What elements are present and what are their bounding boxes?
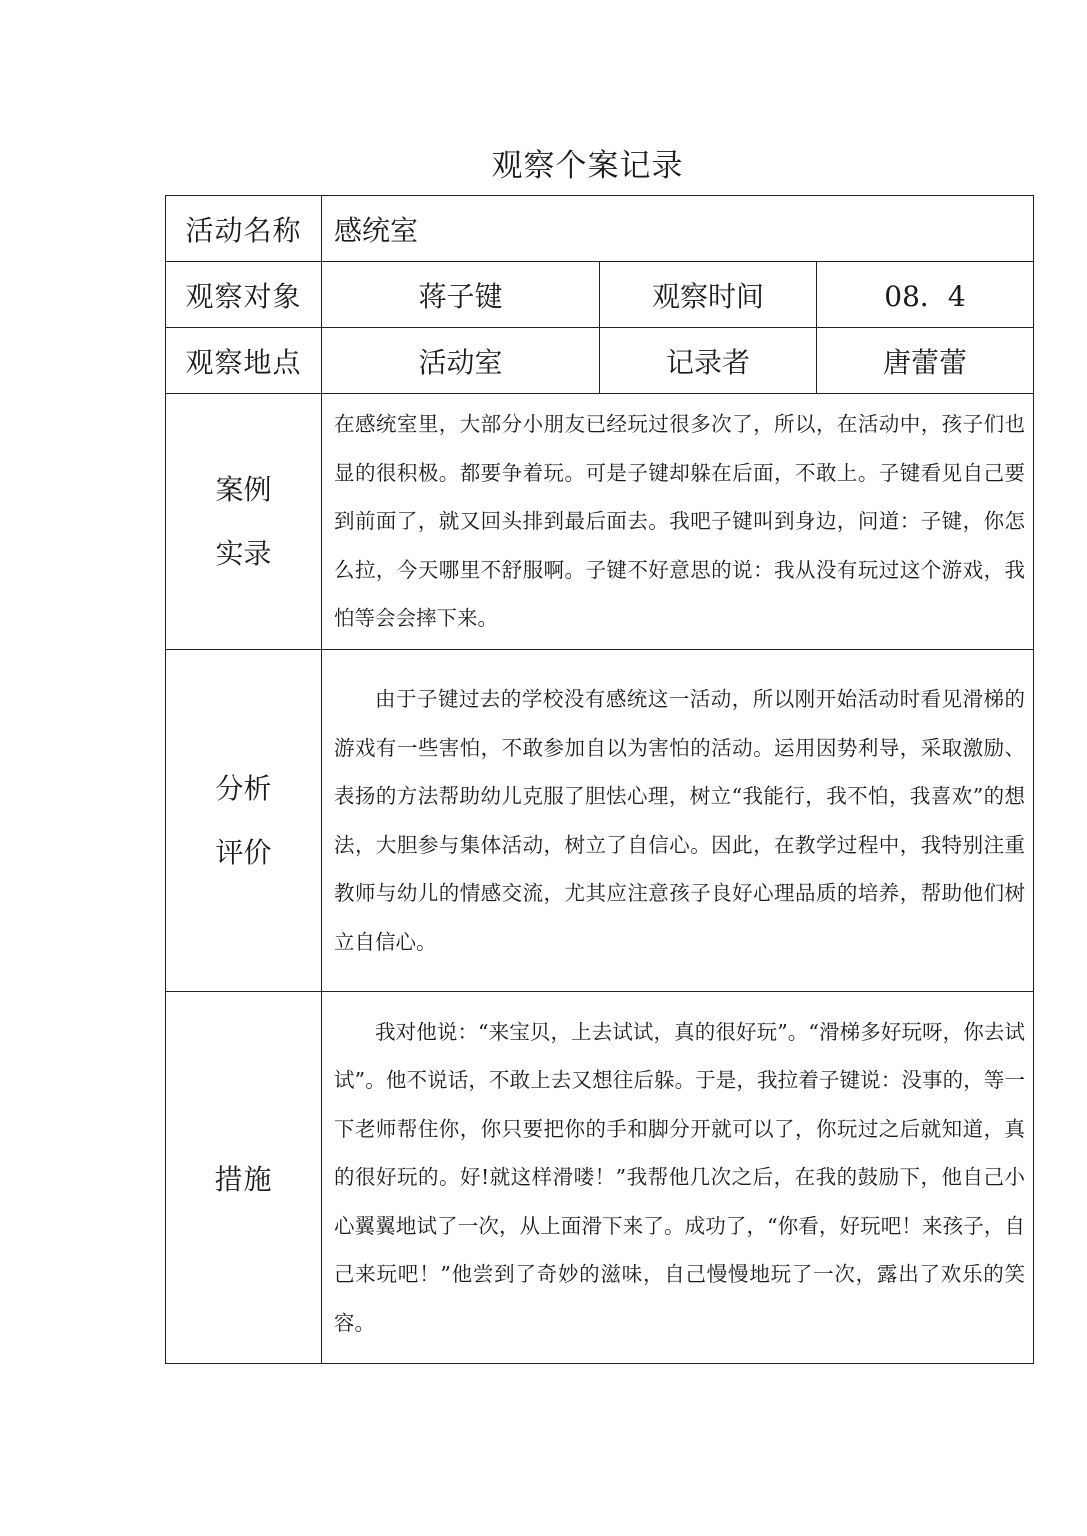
case-text: 在感统室里，大部分小朋友已经玩过很多次了，所以，在活动中，孩子们也显的很积极。都要争着玩。可是子键却躲在后面，不敢上。子键看见自己要到前面了，就又回头排到最后面去。我吧子键叫到身边，问道：子键，你怎么拉，今天哪里不舒服啊。子键不好意思的说：我从没有玩过这个游戏，我怕等会会摔下来。 (334, 412, 1026, 631)
analysis-label-line1: 分析 (215, 771, 272, 805)
time-value: 08．4 (817, 262, 1034, 328)
activity-name-value: 感统室 (322, 196, 1034, 262)
recorder-label: 记录者 (600, 328, 817, 394)
analysis-label (166, 650, 322, 992)
row-activity-name (166, 196, 1034, 262)
location-value: 活动室 (322, 328, 600, 394)
row-measures (166, 992, 1034, 1364)
case-label-line2: 实录 (215, 536, 272, 570)
case-label-line1: 案例 (215, 472, 272, 506)
observation-record-table (165, 195, 1034, 1364)
time-label: 观察时间 (600, 262, 817, 328)
case-label (166, 394, 322, 650)
recorder-value: 唐蕾蕾 (817, 328, 1034, 394)
location-label: 观察地点 (166, 328, 322, 394)
measures-text: 我对他说：“来宝贝，上去试试，真的很好玩”。“滑梯多好玩呀，你去试试”。他不说话，不敢上去又想往后躲。于是，我拉着子键说：没事的，等一下老师帮住你，你只要把你的手和脚分开就可以了，你玩过之后就知道，真的很好玩的。好!就这样滑喽！”我帮他几次之后，在我的鼓励下，他自己小心翼翼地试了一次，从上面滑下来了。成功了，“你看，好玩吧！来孩子，自己来玩吧！”他尝到了奇妙的滋味，自己慢慢地玩了一次，露出了欢乐的笑容。 (334, 1019, 1026, 1335)
measures-text-cell (322, 992, 1034, 1364)
row-location-recorder (166, 328, 1034, 394)
row-analysis (166, 650, 1034, 992)
subject-label: 观察对象 (166, 262, 322, 328)
subject-value: 蒋子键 (322, 262, 600, 328)
analysis-text: 由于子键过去的学校没有感统这一活动，所以刚开始活动时看见滑梯的游戏有一些害怕，不敢参加自以为害怕的活动。运用因势利导，采取激励、表扬的方法帮助幼儿克服了胆怯心理，树立“我能行，我不怕，我喜欢”的想法，大胆参与集体活动，树立了自信心。因此，在教学过程中，我特别注重教师与幼儿的情感交流，尤其应注意孩子良好心理品质的培养，帮助他们树立自信心。 (334, 687, 1026, 954)
page-title: 观察个案记录 (491, 148, 684, 184)
case-text-cell (322, 394, 1034, 650)
analysis-text-cell (322, 650, 1034, 992)
analysis-label-line2: 评价 (215, 835, 272, 869)
measures-label: 措施 (166, 992, 322, 1364)
activity-name-label: 活动名称 (166, 196, 322, 262)
row-case-record (166, 394, 1034, 650)
row-subject-time (166, 262, 1034, 328)
